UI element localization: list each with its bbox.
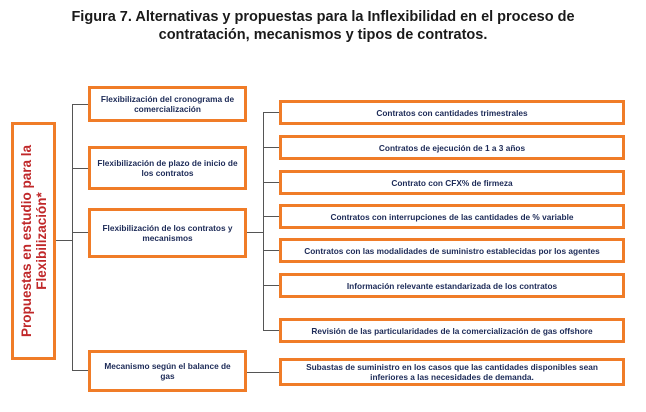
root-node (11, 122, 56, 360)
connector-level2-6 (263, 285, 279, 286)
connector-level1-2 (72, 168, 88, 169)
connector-trunk-level1 (72, 104, 73, 371)
connector-level2-5 (263, 250, 279, 251)
level2-node-1-3-years: Contratos de ejecución de 1 a 3 años (279, 135, 625, 160)
connector-balance (247, 372, 279, 373)
connector-level1-3 (72, 232, 88, 233)
connector-level2-4 (263, 216, 279, 217)
root-label-line-1: Propuestas en estudio para la (18, 144, 34, 338)
level1-node-schedule: Flexibilización del cronograma de comercialización (88, 86, 247, 122)
level2-node-supply-auctions: Subastas de suministro en los casos que las cantidades disponibles sean inferiores a las necesidades de demanda. (279, 358, 625, 386)
level2-node-supply-modes: Contratos con las modalidades de suministro establecidas por los agentes (279, 238, 625, 263)
root-label-line-2: Flexibilización* (33, 192, 49, 290)
level2-node-standardized-info: Información relevante estandarizada de los contratos (279, 273, 625, 298)
connector-level2-1 (263, 112, 279, 113)
connector-level1-4 (72, 370, 88, 371)
connector-level1-1 (72, 104, 88, 105)
connector-level2-3 (263, 182, 279, 183)
connector-mid (247, 232, 263, 233)
connector-level2-7 (263, 330, 279, 331)
connector-level2-2 (263, 147, 279, 148)
root-label (19, 145, 49, 337)
level1-node-contracts-mechanisms: Flexibilización de los contratos y mecanismos (88, 208, 247, 258)
connector-root (56, 240, 72, 241)
level2-node-quarterly: Contratos con cantidades trimestrales (279, 100, 625, 125)
level1-node-start-term: Flexibilización de plazo de inicio de los contratos (88, 146, 247, 190)
figure-title (0, 8, 646, 44)
figure-title-line-1: Figura 7. Alternativas y propuestas para la Inflexibilidad en el proceso de (71, 9, 575, 25)
level2-node-offshore-review: Revisión de las particularidades de la comercialización de gas offshore (279, 318, 625, 343)
level2-node-interruptions: Contratos con interrupciones de las cantidades de % variable (279, 204, 625, 229)
level1-node-gas-balance: Mecanismo según el balance de gas (88, 350, 247, 392)
figure-title-line-2: contratación, mecanismos y tipos de contratos. (158, 27, 488, 43)
connector-trunk-level2 (263, 112, 264, 330)
level2-node-cfx-firmness: Contrato con CFX% de firmeza (279, 170, 625, 195)
